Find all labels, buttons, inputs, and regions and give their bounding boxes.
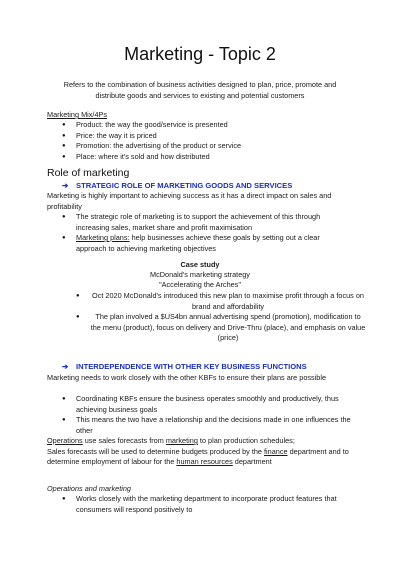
strategic-paragraph: Marketing is highly important to achieving success as it has a direct impact on sales and profitability — [47, 191, 332, 211]
human-resources-link: human resources — [176, 457, 233, 466]
arrow-icon: ➔ — [62, 181, 69, 190]
role-heading: Role of marketing — [47, 167, 130, 179]
interdep-heading-row — [62, 361, 307, 372]
ops-text: use sales forecasts from — [82, 436, 166, 445]
intro-text: Refers to the combination of business activities designed to plan, price, promote and distribute goods and services to existing and potential customers — [63, 80, 337, 100]
list-item: ● This means the two have a relationship and the decisions made in one influences the other — [62, 415, 362, 436]
ops-marketing-bullets — [62, 494, 362, 515]
marketing-link: marketing — [165, 436, 198, 445]
list-item: ● Works closely with the marketing department to incorporate product features that consumers will respond positively to — [62, 494, 362, 515]
case-study-line1: McDonald's marketing strategy — [150, 270, 250, 279]
list-item: ● Promotion: the advertising of the product or service — [62, 141, 362, 152]
marketing-plans-link: Marketing plans: — [76, 233, 130, 242]
list-item: ● Coordinating KBFs ensure the business operates smoothly and productively, thus achieving business goals — [62, 394, 362, 415]
finance-link: finance — [264, 446, 288, 456]
list-item: ● Oct 2020 McDonald's introduced this new plan to maximise profit through a focus on brand and affordability — [76, 291, 366, 312]
interdep-paragraph: Marketing needs to work closely with the other KBFs to ensure their plans are possible — [47, 373, 327, 382]
page-title: Marketing - Topic 2 — [124, 44, 276, 64]
marketing-mix-list — [62, 120, 362, 162]
ops-text: to plan production schedules; — [197, 436, 295, 445]
list-item: ● Product: the way the good/service is presented — [62, 120, 362, 131]
list-item: ● The plan involved a $US4bn annual advertising spend (promotion), modification to the menu (product), focus on delivery and Drive-Thru (place), and emphasis on value (price) — [76, 312, 366, 344]
sales-text: department — [232, 457, 272, 466]
strategic-heading-row — [62, 180, 292, 191]
strategic-bullets — [62, 212, 352, 254]
case-study-heading: Case study — [180, 260, 220, 269]
sales-text: department and to determine employment of labour for the — [47, 446, 349, 466]
list-item: ● Price: the way it is priced — [62, 131, 362, 142]
arrow-icon: ➔ — [62, 362, 69, 371]
marketing-mix-heading: Marketing Mix/4Ps — [47, 110, 108, 119]
case-study-bullets — [76, 291, 366, 344]
bullet-text: help businesses achieve these goals by setting out a clear approach to achieving marketing objectives — [76, 233, 320, 253]
operations-paragraph — [47, 436, 357, 468]
list-item: ● Place: where it's sold and how distributed — [62, 152, 362, 163]
sales-text: Sales forecasts will be used to determine budgets produced by the — [47, 446, 265, 456]
ops-marketing-heading: Operations and marketing — [47, 484, 131, 493]
case-study-line2: "Accelerating the Arches" — [159, 280, 241, 289]
strategic-heading: STRATEGIC ROLE OF MARKETING GOODS AND SERVICES — [76, 181, 293, 190]
list-item: ● The strategic role of marketing is to support the achievement of this through increasing sales, market share and profit maximisation — [62, 212, 352, 233]
interdep-bullets — [62, 394, 362, 436]
interdep-heading: INTERDEPENDENCE WITH OTHER KEY BUSINESS FUNCTIONS — [76, 362, 307, 371]
operations-link: Operations — [47, 436, 83, 445]
list-item — [62, 233, 352, 254]
